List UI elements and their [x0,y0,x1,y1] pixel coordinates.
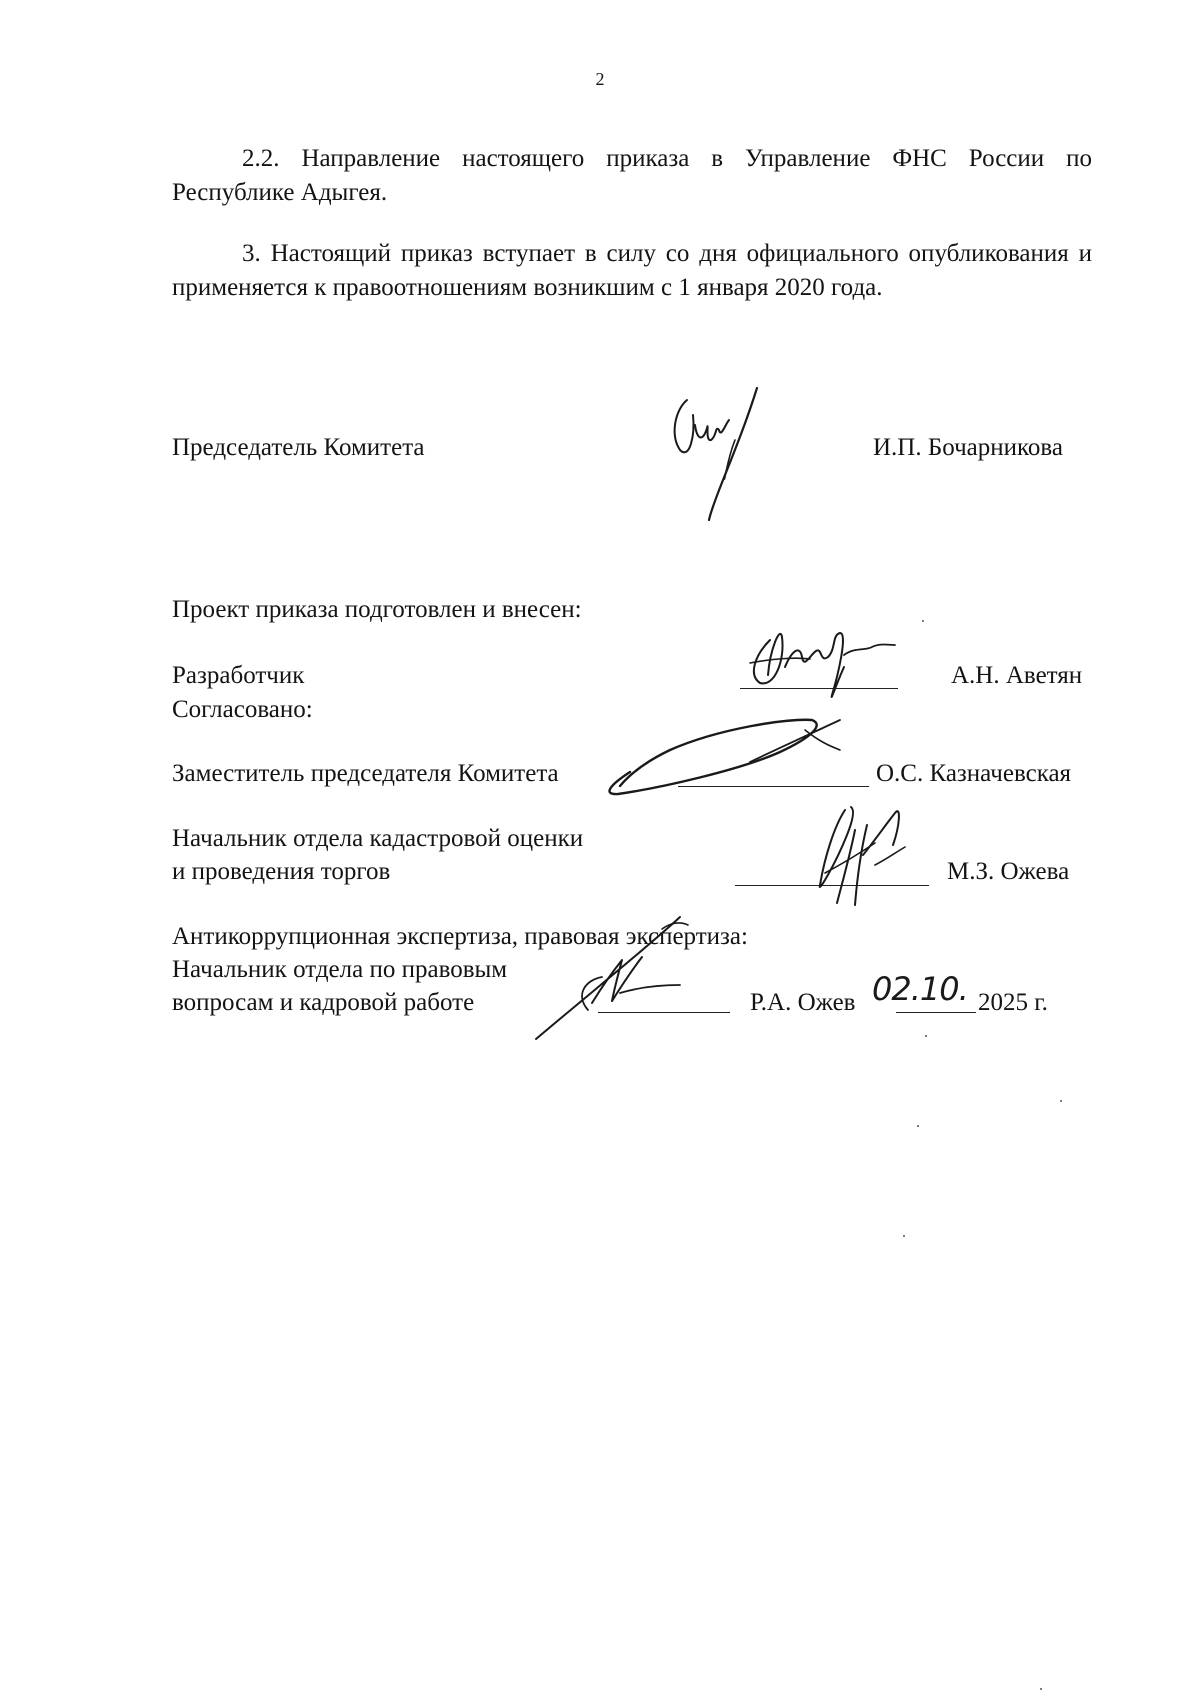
legal-head-title-line2: вопросам и кадровой работе [172,989,475,1016]
developer-name: А.Н. Аветян [951,662,1083,689]
scan-speck [925,1035,927,1037]
deputy-title: Заместитель председателя Комитета [172,760,559,787]
legal-head-signature [530,915,720,1045]
deputy-name: О.С. Казначевская [876,760,1072,787]
date-year: 2025 г. [978,989,1048,1016]
cadastral-head-name: М.З. Ожева [947,858,1070,885]
chair-name: И.П. Бочарникова [873,434,1063,461]
paragraph-2-2: 2.2. Направление настоящего приказа в Управление ФНС России по Республике Адыгея. [172,145,1092,206]
page-number: 2 [595,69,605,89]
date-line [896,1012,976,1013]
handwritten-date: 02.10. [872,970,968,1008]
cadastral-head-title-line2: и проведения торгов [172,858,391,885]
agreed-label: Согласовано: [172,696,313,723]
scan-speck [1060,1100,1062,1102]
legal-head-name: Р.А. Ожев [750,989,856,1016]
cadastral-head-signature [805,795,915,910]
paragraph-3: 3. Настоящий приказ вступает в силу со дня официального опубликования и применяется к правоотношениям возникшим с 1 января 2020 года. [172,240,1092,301]
prepared-heading: Проект приказа подготовлен и внесен: [172,596,582,623]
expertise-heading: Антикоррупционная экспертиза, правовая экспертиза: [172,923,748,950]
cadastral-head-title-line1: Начальник отдела кадастровой оценки [172,825,584,852]
chair-title: Председатель Комитета [172,434,425,461]
developer-title: Разработчик [172,662,305,689]
deputy-signature [600,690,880,800]
scan-speck [903,1235,905,1237]
scan-speck [922,620,924,622]
scan-speck [1040,1688,1042,1690]
scan-speck [917,1125,919,1127]
legal-head-title-line1: Начальник отдела по правовым [172,956,508,983]
chair-signature [665,380,775,520]
